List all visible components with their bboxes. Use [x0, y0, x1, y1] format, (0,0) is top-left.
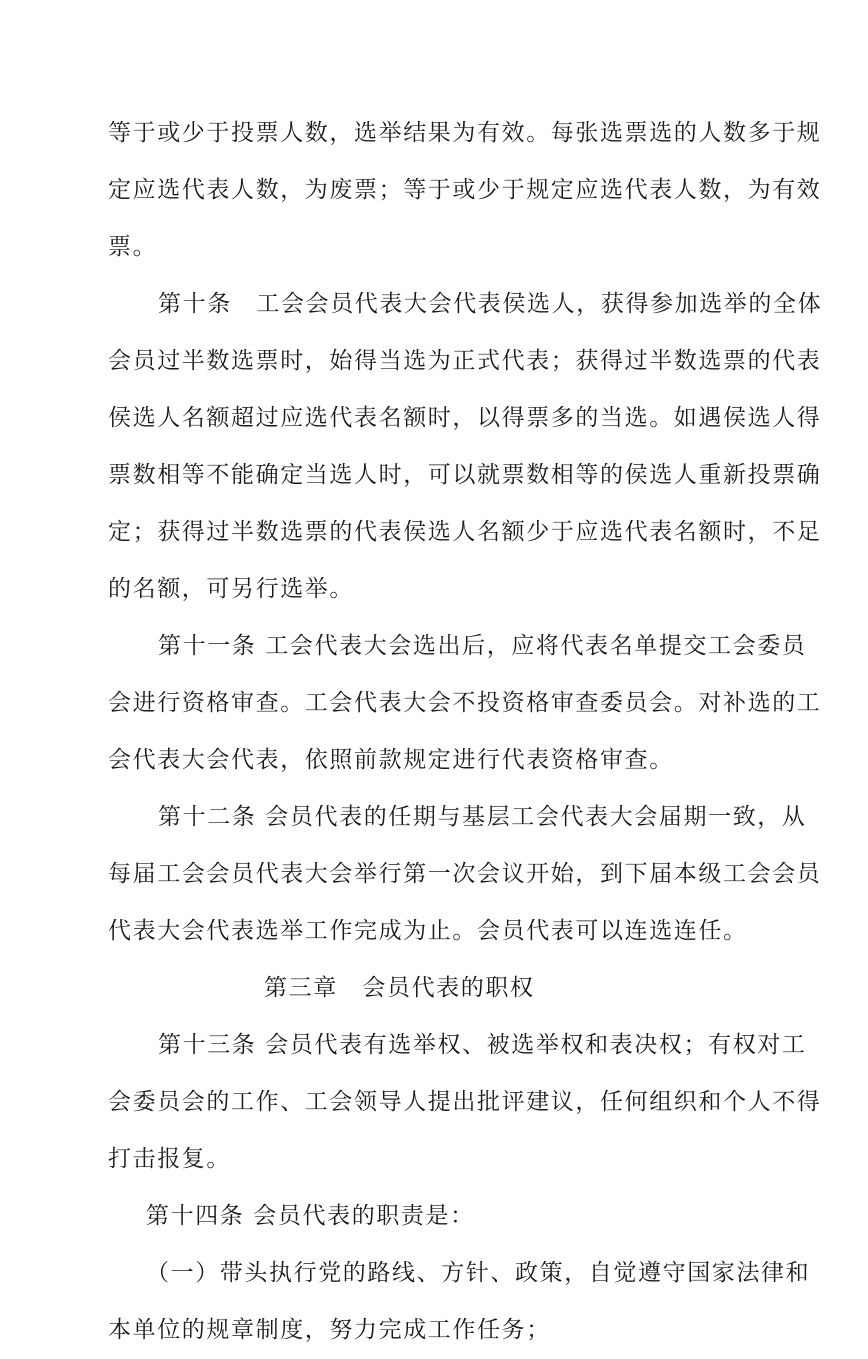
text-line: 定应选代表人数，为废票；等于或少于规定应选代表人数，为有效: [108, 177, 822, 203]
text-line: 的名额，可另行选举。: [108, 576, 354, 602]
article-12-first-line: 第十二条 会员代表的任期与基层工会代表大会届期一致，从: [158, 804, 807, 830]
text-line: 侯选人名额超过应选代表名额时，以得票多的当选。如遇侯选人得: [108, 405, 822, 431]
text-line: 会委员会的工作、工会领导人提出批评建议，任何组织和个人不得: [108, 1089, 822, 1115]
article-10-first-line: 第十条 工会会员代表大会代表侯选人，获得参加选举的全体: [158, 291, 823, 317]
text-line: 代表大会代表选举工作完成为止。会员代表可以连选连任。: [108, 918, 748, 944]
chapter-heading: 第三章 会员代表的职权: [264, 975, 535, 1001]
article-13-first-line: 第十三条 会员代表有选举权、被选举权和表决权；有权对工: [158, 1032, 807, 1058]
text-line: 定；获得过半数选票的代表侯选人名额少于应选代表名额时，不足: [108, 519, 822, 545]
document-body: [108, 105, 823, 1359]
article-14-first-line: 第十四条 会员代表的职责是：: [146, 1203, 475, 1229]
list-item-1-first-line: （一）带头执行党的路线、方针、政策，自觉遵守国家法律和: [146, 1260, 811, 1286]
text-line: 会进行资格审查。工会代表大会不投资格审查委员会。对补选的工: [108, 690, 822, 716]
text-line: 打击报复。: [108, 1146, 231, 1172]
text-line: 每届工会会员代表大会举行第一次会议开始，到下届本级工会会员: [108, 861, 822, 887]
text-line: 票。: [108, 234, 158, 260]
text-line: 票数相等不能确定当选人时，可以就票数相等的侯选人重新投票确: [108, 462, 822, 488]
article-11-first-line: 第十一条 工会代表大会选出后，应将代表名单提交工会委员: [158, 633, 807, 659]
text-line: 会代表大会代表，依照前款规定进行代表资格审查。: [108, 747, 674, 773]
text-line: 等于或少于投票人数，选举结果为有效。每张选票选的人数多于规: [108, 120, 822, 146]
text-line: 会员过半数选票时，始得当选为正式代表；获得过半数选票的代表: [108, 348, 822, 374]
text-line: 本单位的规章制度，努力完成工作任务；: [108, 1317, 551, 1343]
